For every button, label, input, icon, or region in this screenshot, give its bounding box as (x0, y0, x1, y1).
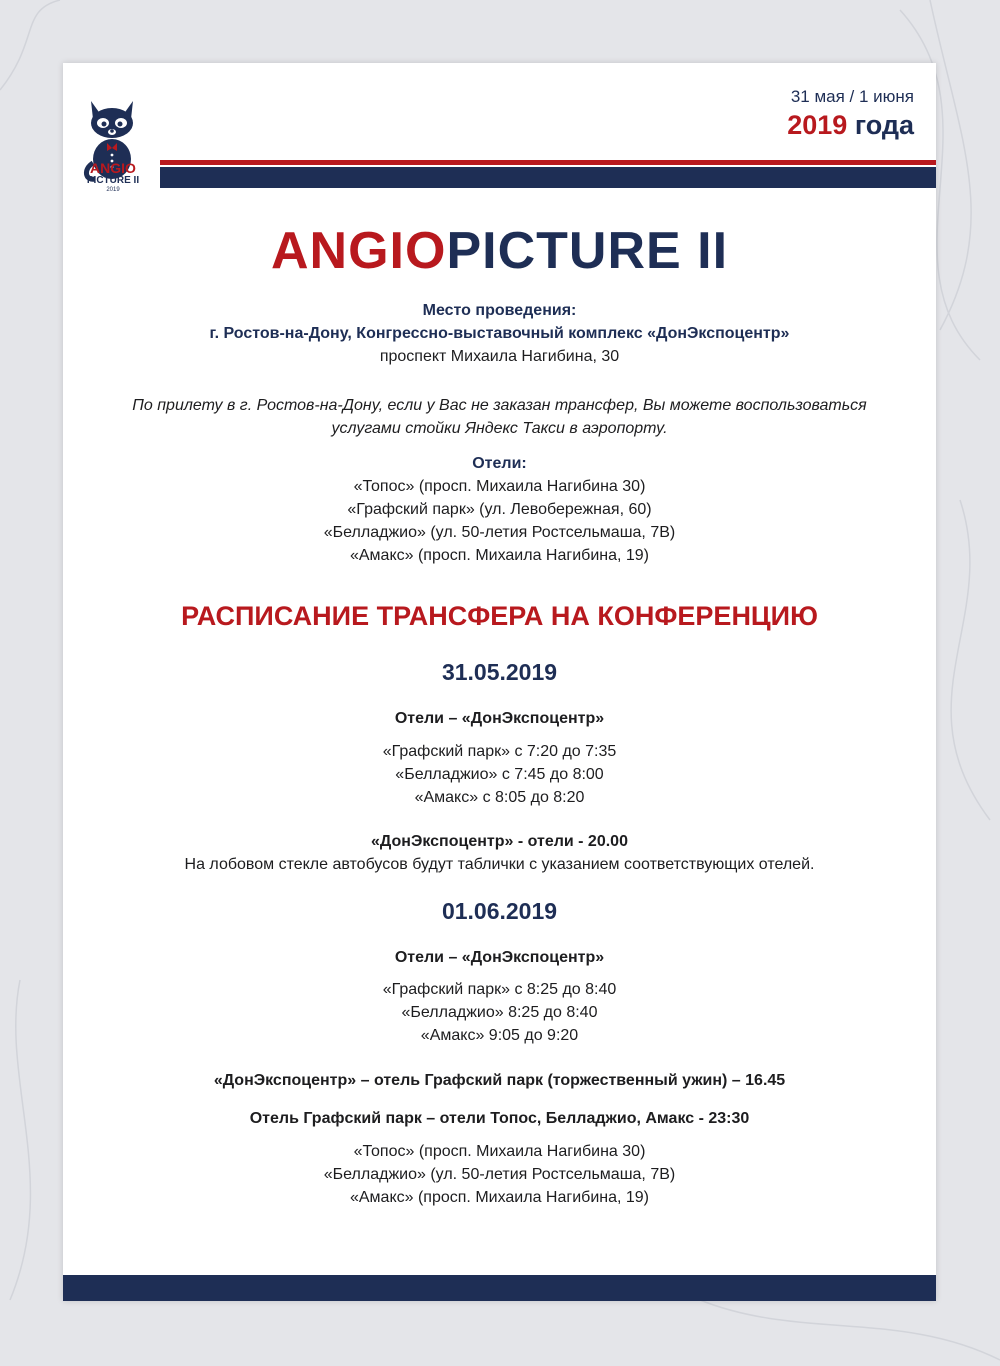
footer-navy-stripe (63, 1275, 936, 1301)
title-part-picture: PICTURE II (446, 222, 729, 280)
day2-route: Отели – «ДонЭкспоцентр» (394, 949, 605, 966)
day1-return: «ДонЭкспоцентр» - отели - 20.00 (371, 833, 628, 850)
day2-night-transfer: Отель Графский парк – отели Топос, Белладжио, Амакс - 23:30 (249, 1110, 750, 1127)
day2-night-hotel: «Топос» (просп. Михаила Нагибина 30) (353, 1143, 646, 1160)
day1-date: 31.05.2019 (441, 659, 558, 685)
day1-route: Отели – «ДонЭкспоцентр» (394, 710, 605, 727)
hotel-item: «Амакс» (просп. Михаила Нагибина, 19) (349, 547, 649, 564)
day2-date: 01.06.2019 (441, 898, 558, 924)
day2-time: «Амакс» 9:05 до 9:20 (420, 1027, 579, 1044)
day1-time: «Амакс» с 8:05 до 8:20 (414, 789, 585, 806)
hotel-item: «Белладжио» (ул. 50-летия Ростсельмаша, 7В) (323, 524, 676, 541)
hotel-item: «Топос» (просп. Михаила Нагибина 30) (353, 478, 646, 495)
day2-time: «Белладжио» 8:25 до 8:40 (401, 1004, 598, 1021)
header-red-stripe (160, 160, 936, 165)
schedule-title: РАСПИСАНИЕ ТРАНСФЕРА НА КОНФЕРЕНЦИЮ (181, 601, 818, 631)
day2-time: «Графский парк» с 8:25 до 8:40 (382, 981, 617, 998)
venue-address: проспект Михаила Нагибина, 30 (379, 348, 620, 365)
taxi-note-line: По прилету в г. Ростов-на-Дону, если у Вас не заказан трансфер, Вы можете воспользоваться (132, 397, 867, 414)
logo-title: ANGIO (90, 160, 136, 176)
document-content (63, 221, 936, 1209)
venue-label: Место проведения: (422, 302, 577, 319)
conference-title (63, 221, 936, 281)
day1-note: На лобовом стекле автобусов будут таблички с указанием соответствующих отелей. (184, 856, 815, 873)
event-year-word: года (854, 110, 914, 140)
event-year: 2019 (787, 110, 848, 140)
title-part-angio: ANGIO (270, 222, 447, 280)
day2-dinner-transfer: «ДонЭкспоцентр» – отель Графский парк (торжественный ужин) – 16.45 (213, 1072, 786, 1089)
header-navy-stripe (160, 167, 936, 188)
day1-time: «Белладжио» с 7:45 до 8:00 (395, 766, 604, 783)
logo-subtitle: PICTURE II (86, 175, 140, 186)
document-page (63, 63, 936, 1301)
day1-time: «Графский парк» с 7:20 до 7:35 (382, 743, 617, 760)
day2-night-hotel: «Амакс» (просп. Михаила Нагибина, 19) (349, 1189, 649, 1206)
hotels-label: Отели: (472, 455, 527, 472)
event-dates (787, 87, 914, 143)
logo-year: 2019 (106, 187, 120, 193)
venue-place: г. Ростов-на-Дону, Конгрессно-выставочный комплекс «ДонЭкспоцентр» (209, 325, 790, 342)
event-year-line (787, 107, 914, 143)
day2-night-hotel: «Белладжио» (ул. 50-летия Ростсельмаша, 7В) (323, 1166, 676, 1183)
taxi-note-line: услугами стойки Яндекс Такси в аэропорту. (331, 420, 668, 437)
event-days: 31 мая / 1 июня (790, 87, 914, 106)
hotel-item: «Графский парк» (ул. Левобережная, 60) (347, 501, 652, 518)
